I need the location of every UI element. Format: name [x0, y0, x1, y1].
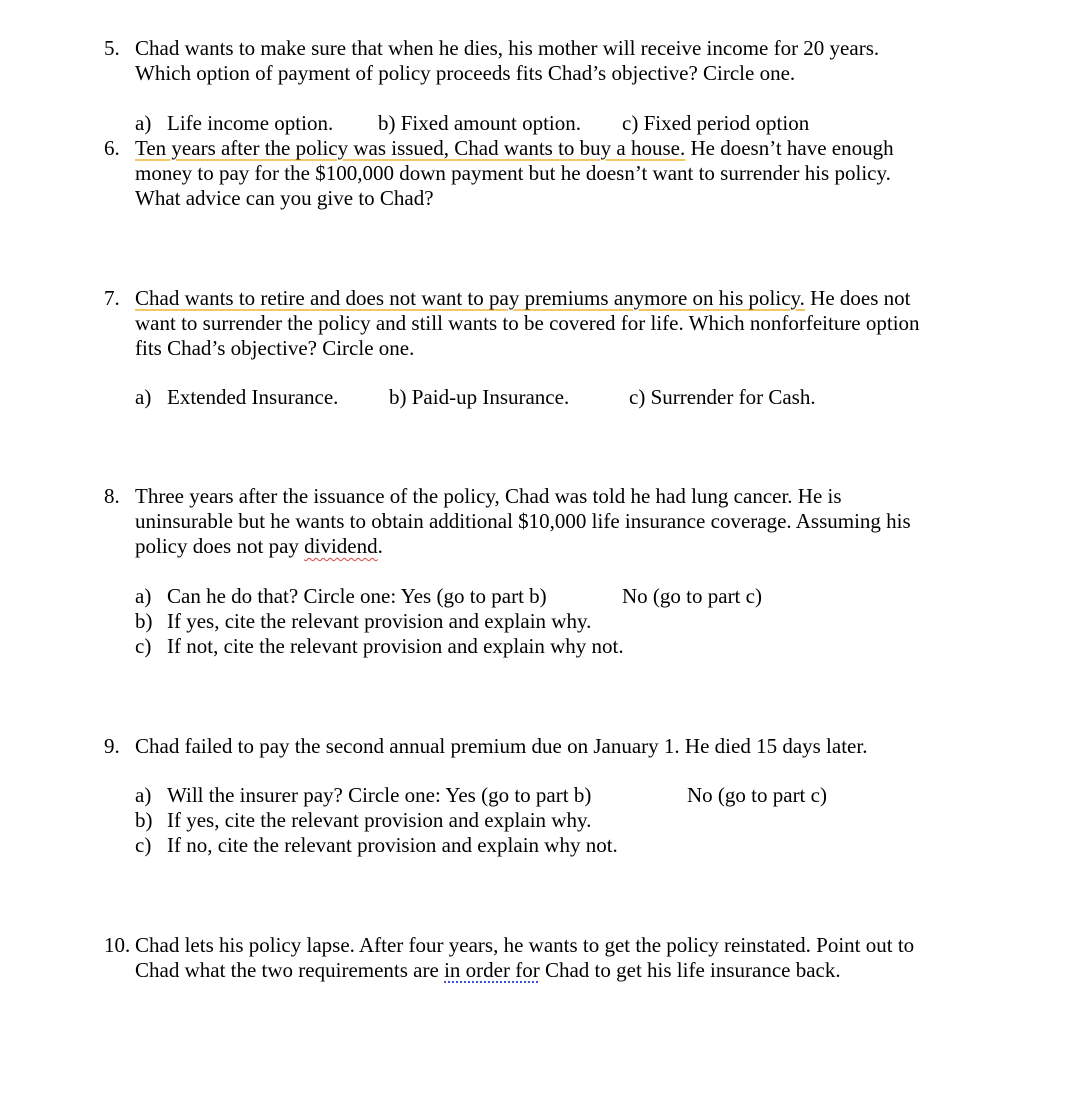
text-segment: policy does not pay [135, 534, 305, 558]
question-text-line: Chad wants to make sure that when he dies, his mother will receive income for 20 years. [135, 36, 880, 60]
part-a-text: Can he do that? Circle one: Yes (go to part b) [167, 584, 547, 608]
question-text-line: want to surrender the policy and still wants to be covered for life. Which nonforfeiture option [135, 311, 920, 335]
text-segment: He doesn’t have enough [685, 136, 894, 160]
question-text-line: Chad lets his policy lapse. After four years, he wants to get the policy reinstated. Point out to [135, 933, 915, 957]
option-b: b) Paid-up Insurance. [389, 385, 570, 409]
question-text-line [135, 286, 911, 311]
question-text-line: What advice can you give to Chad? [135, 186, 434, 210]
part-a-no-choice: No (go to part c) [622, 584, 762, 608]
part-label: b) [135, 808, 153, 832]
text-segment: Chad what the two requirements are [135, 958, 445, 982]
grammar-underlined-text: Chad wants to retire and does not want to pay premiums anymore on his policy. [135, 286, 805, 310]
part-c-text: If not, cite the relevant provision and explain why not. [167, 634, 624, 658]
text-segment: . [377, 534, 383, 558]
spelling-underlined-text: dividend [304, 534, 378, 558]
question-text-line: money to pay for the $100,000 down payment but he doesn’t want to surrender his policy. [135, 161, 891, 185]
grammar-underlined-text: Ten years after the policy was issued, Chad wants to buy a house. [135, 136, 686, 160]
part-c-text: If no, cite the relevant provision and explain why not. [167, 833, 618, 857]
question-text-line [135, 136, 894, 161]
option-b: b) Fixed amount option. [378, 111, 581, 135]
part-label: b) [135, 609, 153, 633]
part-b-text: If yes, cite the relevant provision and explain why. [167, 609, 592, 633]
question-text-line: Chad failed to pay the second annual premium due on January 1. He died 15 days later. [135, 734, 868, 758]
option-a: Extended Insurance. [167, 385, 339, 409]
style-underlined-text: in order for [444, 958, 540, 982]
question-text-line: Which option of payment of policy proceeds fits Chad’s objective? Circle one. [135, 61, 796, 85]
question-text-line [135, 958, 841, 983]
option-c: c) Surrender for Cash. [629, 385, 816, 409]
question-number: 8. [104, 484, 120, 508]
option-label: a) [135, 111, 152, 135]
question-text-line: uninsurable but he wants to obtain additional $10,000 life insurance coverage. Assuming his [135, 509, 911, 533]
question-number: 7. [104, 286, 120, 310]
question-number: 6. [104, 136, 120, 160]
question-text-line: fits Chad’s objective? Circle one. [135, 336, 415, 360]
question-text-line: Three years after the issuance of the policy, Chad was told he had lung cancer. He is [135, 484, 842, 508]
part-a-text: Will the insurer pay? Circle one: Yes (go to part b) [167, 783, 592, 807]
part-label: a) [135, 783, 152, 807]
question-number: 10. [104, 933, 131, 957]
text-segment: Chad to get his life insurance back. [539, 958, 841, 982]
part-label: c) [135, 833, 152, 857]
text-segment: He does not [804, 286, 911, 310]
question-number: 5. [104, 36, 120, 60]
option-a: Life income option. [167, 111, 334, 135]
option-label: a) [135, 385, 152, 409]
part-b-text: If yes, cite the relevant provision and explain why. [167, 808, 592, 832]
question-number: 9. [104, 734, 120, 758]
part-a-no-choice: No (go to part c) [687, 783, 827, 807]
question-text-line [135, 534, 383, 559]
part-label: c) [135, 634, 152, 658]
option-c: c) Fixed period option [622, 111, 810, 135]
part-label: a) [135, 584, 152, 608]
